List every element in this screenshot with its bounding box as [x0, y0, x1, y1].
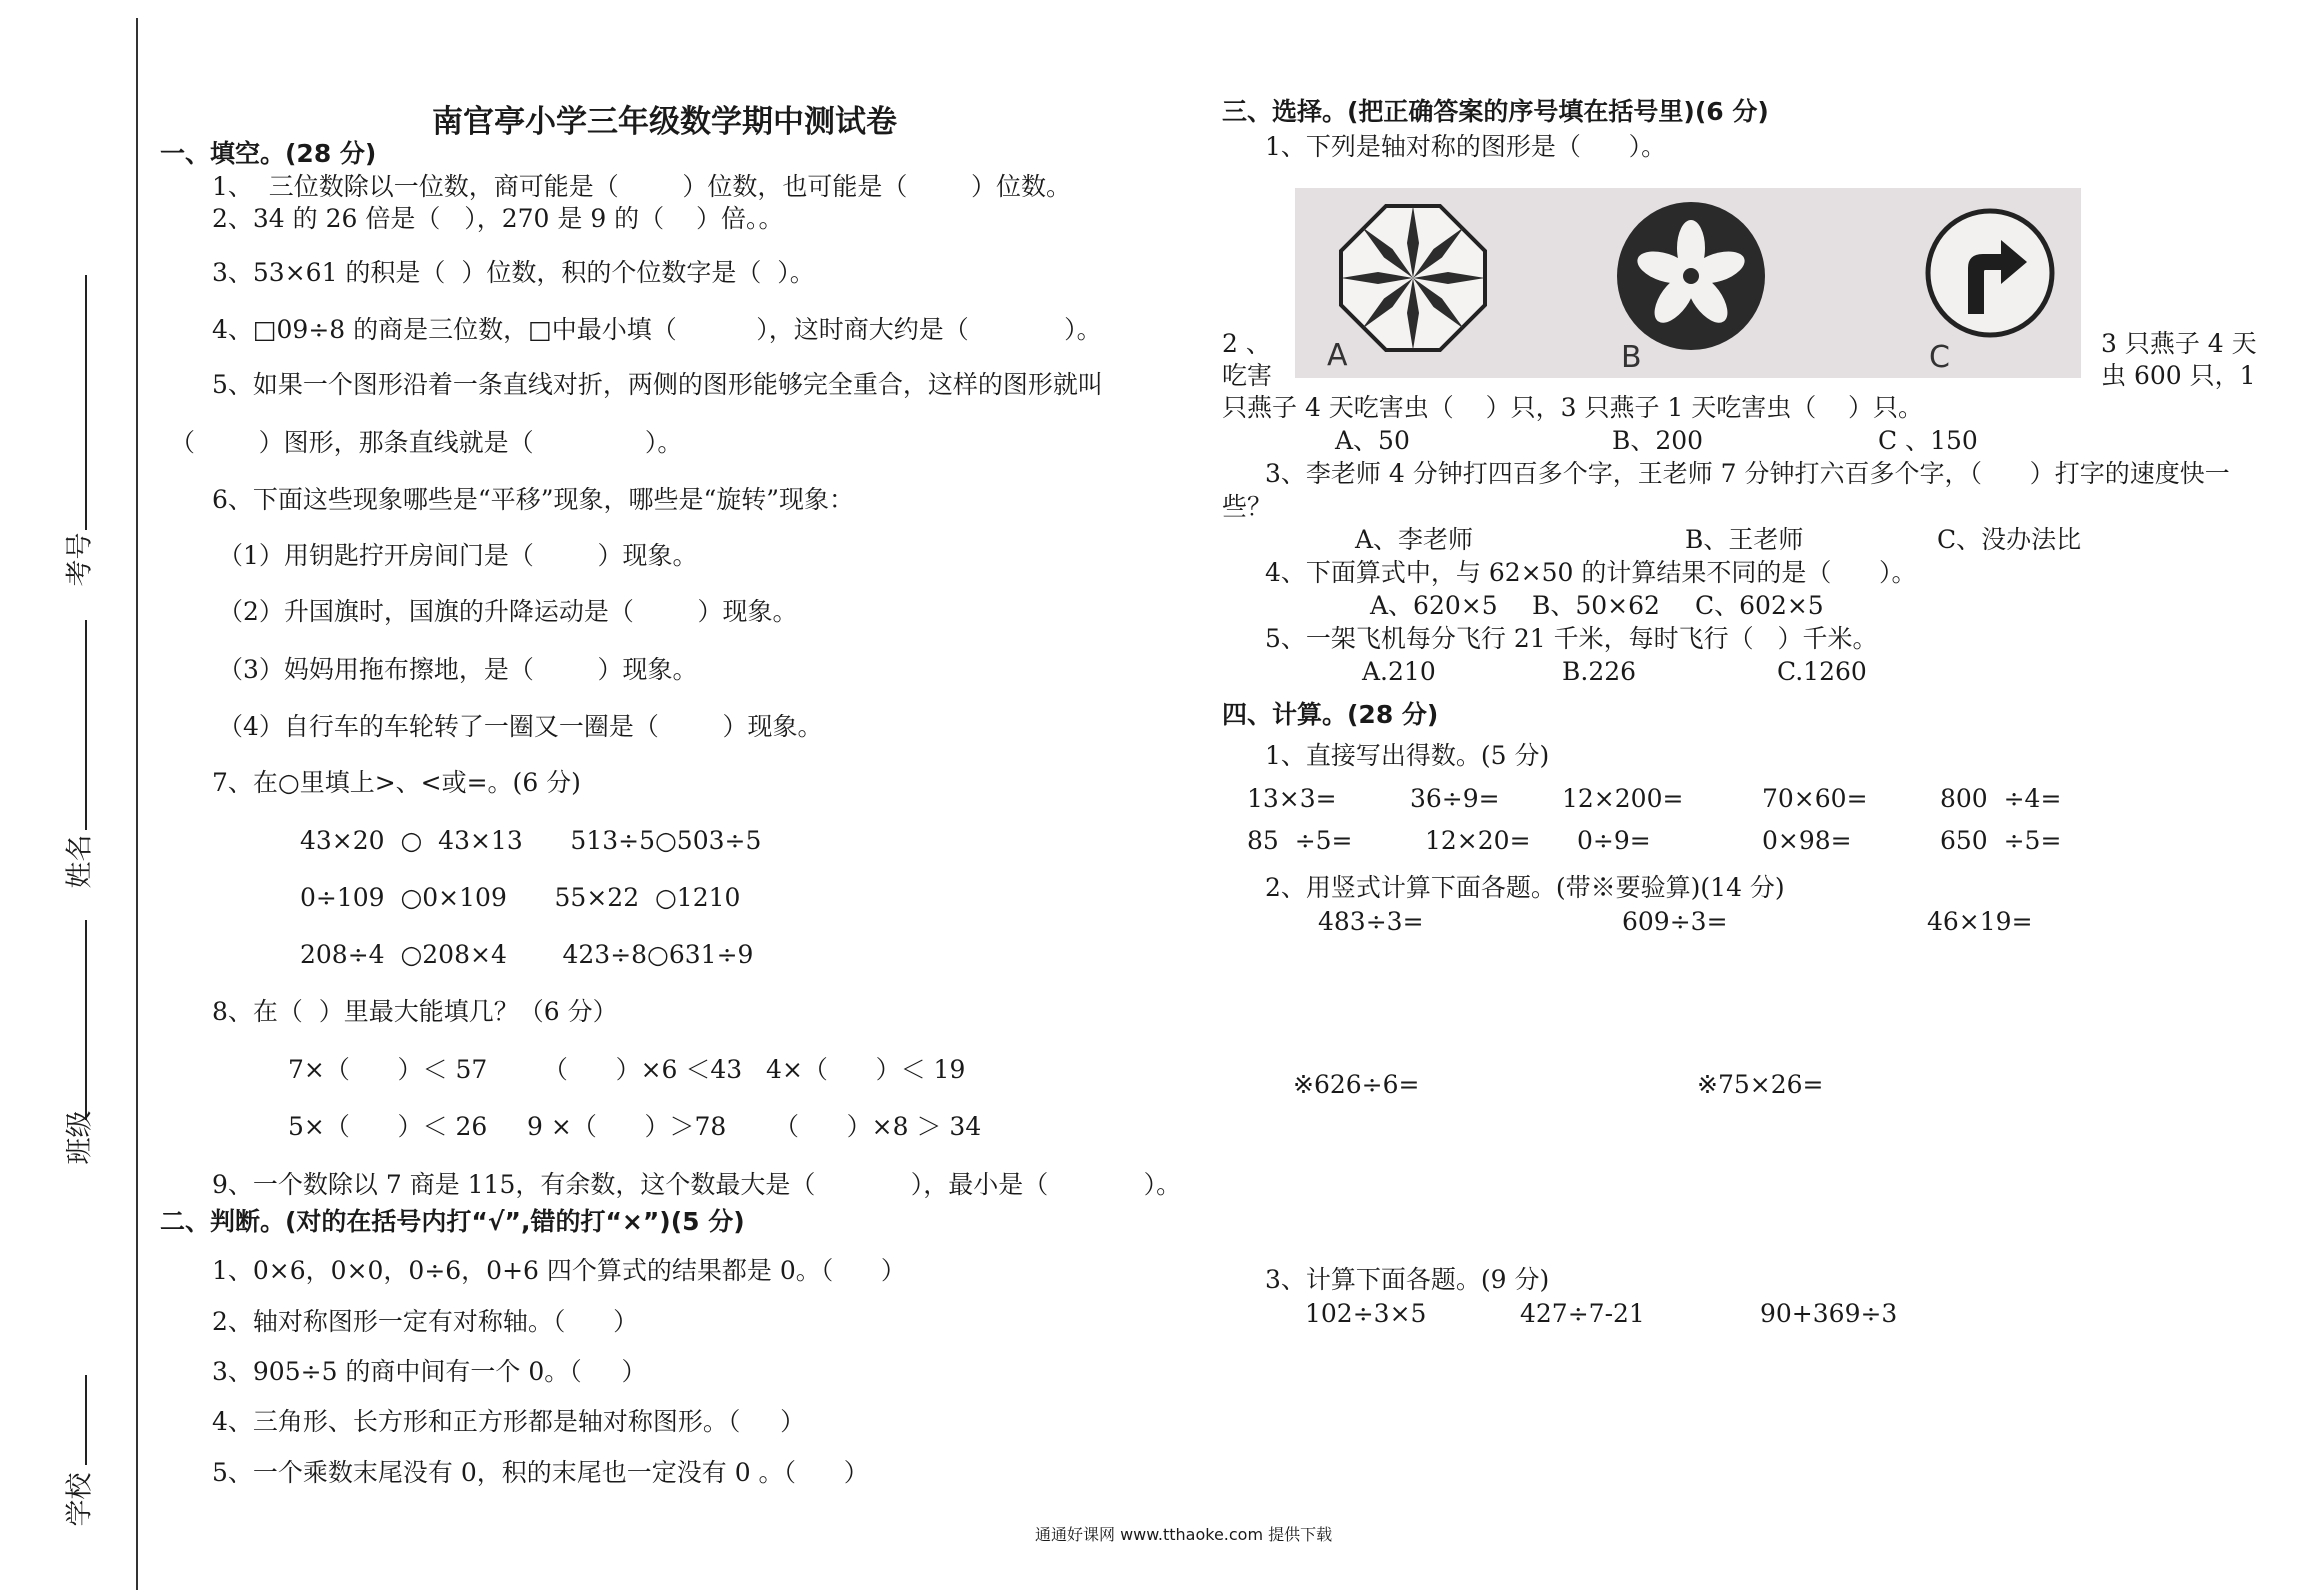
- s4-p1-item: 36÷9=: [1410, 784, 1500, 813]
- octagon-star-figure: [1333, 198, 1493, 358]
- s3-q3-opt-c: C、没办法比: [1937, 525, 2082, 554]
- flower-emblem-figure: [1613, 198, 1769, 354]
- s1-q4: 4、□09÷8 的商是三位数，□中最小填（ ），这时商大约是（ ）。: [212, 315, 1102, 344]
- s4-p2-item: 609÷3=: [1622, 907, 1728, 936]
- s1-q6-2: （2）升国旗时，国旗的升降运动是（ ）现象。: [218, 597, 798, 626]
- school-line: [85, 1375, 87, 1465]
- s4-p1-item: 70×60=: [1762, 784, 1868, 813]
- s1-q7-row1: 43×20 ○ 43×13 513÷5○503÷5: [300, 826, 762, 855]
- s3-q5-opt-b: B.226: [1562, 657, 1637, 686]
- footer-credit: 通通好课网 www.tthaoke.com 提供下载: [1035, 1525, 1333, 1544]
- s1-q1: 1、 三位数除以一位数，商可能是（ ）位数，也可能是（ ）位数。: [212, 172, 1071, 201]
- s3-q4-opt-c: C、602×5: [1695, 591, 1824, 620]
- s4-p3-item: 90+369÷3: [1760, 1299, 1898, 1328]
- s1-q7-row3: 208÷4 ○208×4 423÷8○631÷9: [300, 940, 754, 969]
- s4-p2-item: 483÷3=: [1318, 907, 1424, 936]
- s4-p1-item: 12×200=: [1562, 784, 1684, 813]
- s3-q2-opt-c: C 、150: [1878, 426, 1978, 455]
- s3-q5-opt-a: A.210: [1362, 657, 1436, 686]
- s2-q1: 1、0×6，0×0，0÷6，0+6 四个算式的结果都是 0。（ ）: [212, 1256, 906, 1285]
- section4-heading: 四、计算。(28 分): [1222, 700, 1439, 729]
- s1-q8-row2: 5×（ ）＜ 26 9 ×（ ）＞78 （ ）×8 ＞ 34: [288, 1112, 982, 1141]
- s3-q5: 5、一架飞机每分飞行 21 千米，每时飞行（ ）千米。: [1265, 624, 1878, 653]
- figure-strip: [1295, 188, 2081, 378]
- s2-q2: 2、轴对称图形一定有对称轴。（ ）: [212, 1307, 639, 1336]
- s4-p1-item: 650 ÷5=: [1940, 826, 2062, 855]
- name-line: [85, 620, 87, 830]
- s3-q3-opt-b: B、王老师: [1685, 525, 1804, 554]
- s3-q5-opt-c: C.1260: [1777, 657, 1867, 686]
- s4-p1-item: 0×98=: [1762, 826, 1852, 855]
- s3-q3-opt-a: A、李老师: [1355, 525, 1474, 554]
- s1-q6-1: （1）用钥匙拧开房间门是（ ）现象。: [218, 541, 698, 570]
- s4-p2-item: ※75×26=: [1697, 1070, 1824, 1099]
- s4-p1-item: 800 ÷4=: [1940, 784, 2062, 813]
- exam-no-line: [85, 275, 87, 530]
- s4-part1: 1、直接写出得数。(5 分): [1265, 741, 1550, 770]
- s3-q2-right-a: 3 只燕子 4 天: [2101, 329, 2257, 358]
- s3-q4-opt-a: A、620×5: [1370, 591, 1498, 620]
- s3-q4: 4、下面算式中，与 62×50 的计算结果不同的是（ ）。: [1265, 558, 1917, 587]
- s3-q3-line2: 些？: [1222, 492, 1273, 521]
- section1-heading: 一、填空。(28 分): [160, 139, 377, 168]
- section2-heading: 二、判断。(对的在括号内打“√”,错的打“×”)(5 分): [160, 1207, 745, 1236]
- school-label: 学校: [64, 1472, 96, 1527]
- s1-q5-line2: （ ）图形，那条直线就是（ ）。: [170, 428, 683, 457]
- s3-q2-left-a: 2 、: [1222, 329, 1271, 358]
- s3-q1: 1、下列是轴对称的图形是（ ）。: [1265, 132, 1667, 161]
- s1-q6: 6、下面这些现象哪些是“平移”现象，哪些是“旋转”现象：: [212, 485, 855, 514]
- s4-p2-item: ※626÷6=: [1293, 1070, 1420, 1099]
- s4-p2-item: 46×19=: [1927, 907, 2033, 936]
- binding-line: [136, 18, 138, 1590]
- s1-q7-row2: 0÷109 ○0×109 55×22 ○1210: [300, 883, 741, 912]
- class-line: [85, 920, 87, 1120]
- s4-p1-item: 12×20=: [1425, 826, 1531, 855]
- figure-c-label: C: [1929, 340, 1950, 375]
- s3-q4-opt-b: B、50×62: [1532, 591, 1660, 620]
- s2-q5: 5、一个乘数末尾没有 0，积的末尾也一定没有 0 。（ ）: [212, 1458, 869, 1487]
- figure-b-label: B: [1621, 340, 1642, 375]
- s3-q2-opt-a: A、50: [1335, 426, 1410, 455]
- name-label: 姓名: [64, 834, 96, 889]
- s4-p3-item: 102÷3×5: [1305, 1299, 1427, 1328]
- s4-p1-item: 0÷9=: [1577, 826, 1651, 855]
- s1-q7: 7、在○里填上>、<或=。(6 分): [212, 768, 581, 797]
- s4-p3-item: 427÷7-21: [1520, 1299, 1645, 1328]
- s4-part2: 2、用竖式计算下面各题。(带※要验算)(14 分): [1265, 873, 1785, 902]
- s3-q2-opt-b: B、200: [1612, 426, 1704, 455]
- s4-p1-item: 85 ÷5=: [1247, 826, 1353, 855]
- s1-q5-line1: 5、如果一个图形沿着一条直线对折，两侧的图形能够完全重合，这样的图形就叫: [212, 370, 1103, 399]
- s3-q3-line1: 3、李老师 4 分钟打四百多个字，王老师 7 分钟打六百多个字，（ ）打字的速度快一: [1265, 459, 2230, 488]
- s1-q2: 2、34 的 26 倍是（ ），270 是 9 的（ ）倍。。: [212, 204, 784, 233]
- s1-q8-row1: 7×（ ）＜ 57 （ ）×6 ＜43 4×（ ）＜ 19: [288, 1055, 966, 1084]
- s2-q4: 4、三角形、长方形和正方形都是轴对称图形。（ ）: [212, 1407, 806, 1436]
- s1-q8: 8、在（ ）里最大能填几？（6 分）: [212, 997, 618, 1026]
- turn-right-sign-figure: [1923, 206, 2057, 340]
- s1-q9: 9、一个数除以 7 商是 115，有余数，这个数最大是（ ），最小是（ ）。: [212, 1170, 1182, 1199]
- s4-part3: 3、计算下面各题。(9 分): [1265, 1265, 1550, 1294]
- section3-heading: 三、选择。(把正确答案的序号填在括号里)(6 分): [1222, 97, 1769, 126]
- s3-q2-text: 只燕子 4 天吃害虫（ ）只，3 只燕子 1 天吃害虫（ ）只。: [1222, 393, 1924, 422]
- s3-q2-left-b: 吃害: [1222, 361, 1273, 390]
- figure-a-label: A: [1327, 338, 1348, 373]
- exam-no-label: 考号: [64, 532, 96, 587]
- s1-q3: 3、53×61 的积是（ ）位数，积的个位数字是（ ）。: [212, 258, 815, 287]
- s2-q3: 3、905÷5 的商中间有一个 0。（ ）: [212, 1357, 647, 1386]
- page-title: 南官亭小学三年级数学期中测试卷: [432, 104, 897, 140]
- s1-q6-4: （4）自行车的车轮转了一圈又一圈是（ ）现象。: [218, 712, 823, 741]
- class-label: 班级: [64, 1110, 96, 1165]
- s4-p1-item: 13×3=: [1247, 784, 1337, 813]
- s1-q6-3: （3）妈妈用拖布擦地，是（ ）现象。: [218, 655, 698, 684]
- s3-q2-right-b: 虫 600 只，1: [2101, 361, 2256, 390]
